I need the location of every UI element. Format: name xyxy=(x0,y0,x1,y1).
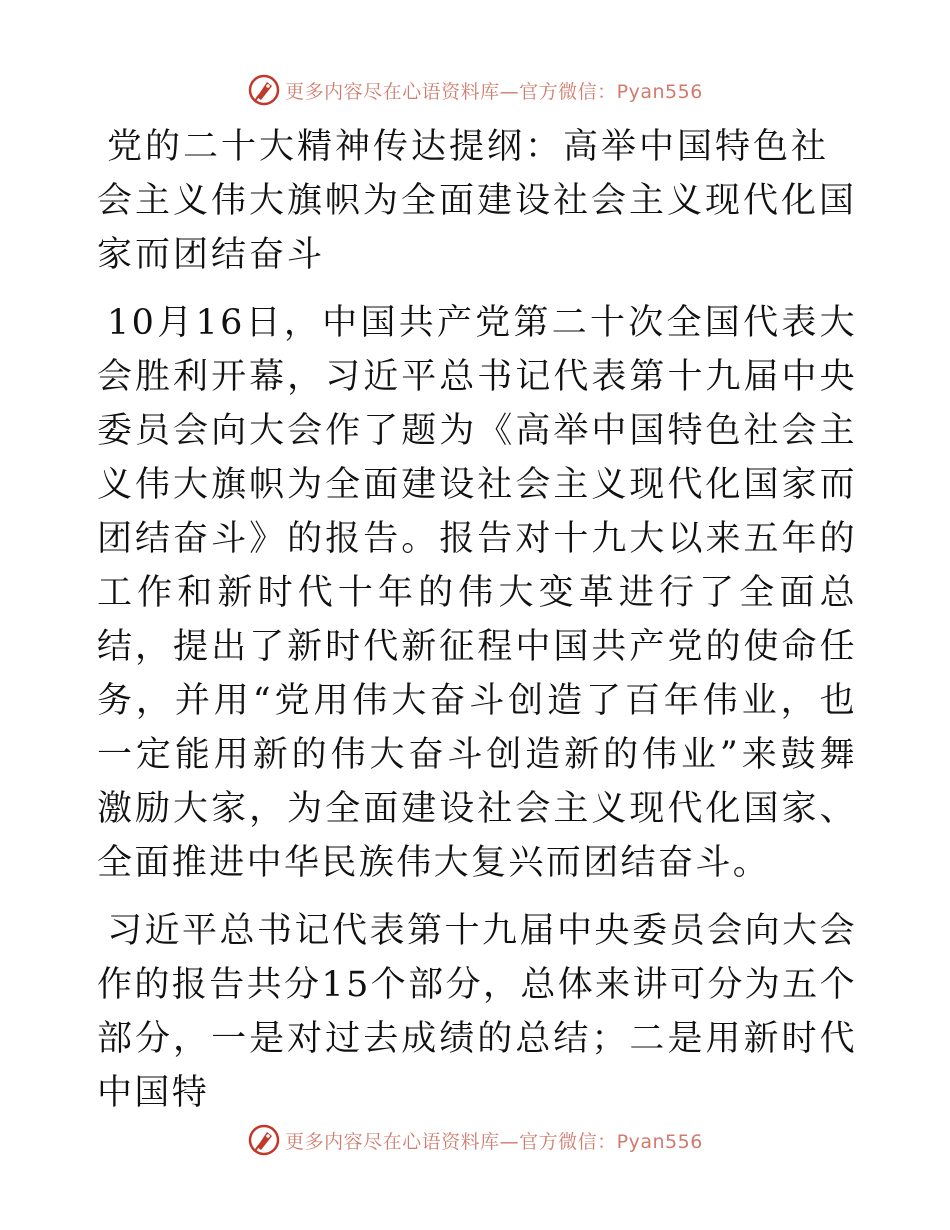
paragraph: 10月16日，中国共产党第二十次全国代表大会胜利开幕，习近平总书记代表第十九届中央委员会向大会作了题为《高举中国特色社会主义伟大旗帜为全面建设社会主义现代化国家而团结奋斗》的报告。报告对十九大以来五年的工作和新时代十年的伟大变革进行了全面总结，提出了新时代新征程中国共产党的使命任务，并用“党用伟大奋斗创造了百年伟业，也一定能用新的伟大奋斗创造新的伟业”来鼓舞激励大家，为全面建设社会主义现代化国家、全面推进中华民族伟大复兴而团结奋斗。 xyxy=(97,303,857,883)
banner-text: 更多内容尽在心语资料库—官方微信：Pyan556 xyxy=(285,1130,703,1153)
document-title: 党的二十大精神传达提纲：高举中国特色社会主义伟大旗帜为全面建设社会主义现代化国家而团结奋斗 xyxy=(97,127,858,275)
footer-banner xyxy=(0,1120,950,1160)
paragraph: 习近平总书记代表第十九届中央委员会向大会作的报告共分15个部分，总体来讲可分为五个部分，一是对过去成绩的总结；二是用新时代中国特 xyxy=(97,911,857,1113)
banner-text: 更多内容尽在心语资料库—官方微信：Pyan556 xyxy=(285,80,703,103)
pen-nib-logo-icon xyxy=(247,73,281,107)
document-body xyxy=(97,120,857,1134)
header-banner xyxy=(0,70,950,110)
pen-nib-logo-icon xyxy=(247,1123,281,1157)
